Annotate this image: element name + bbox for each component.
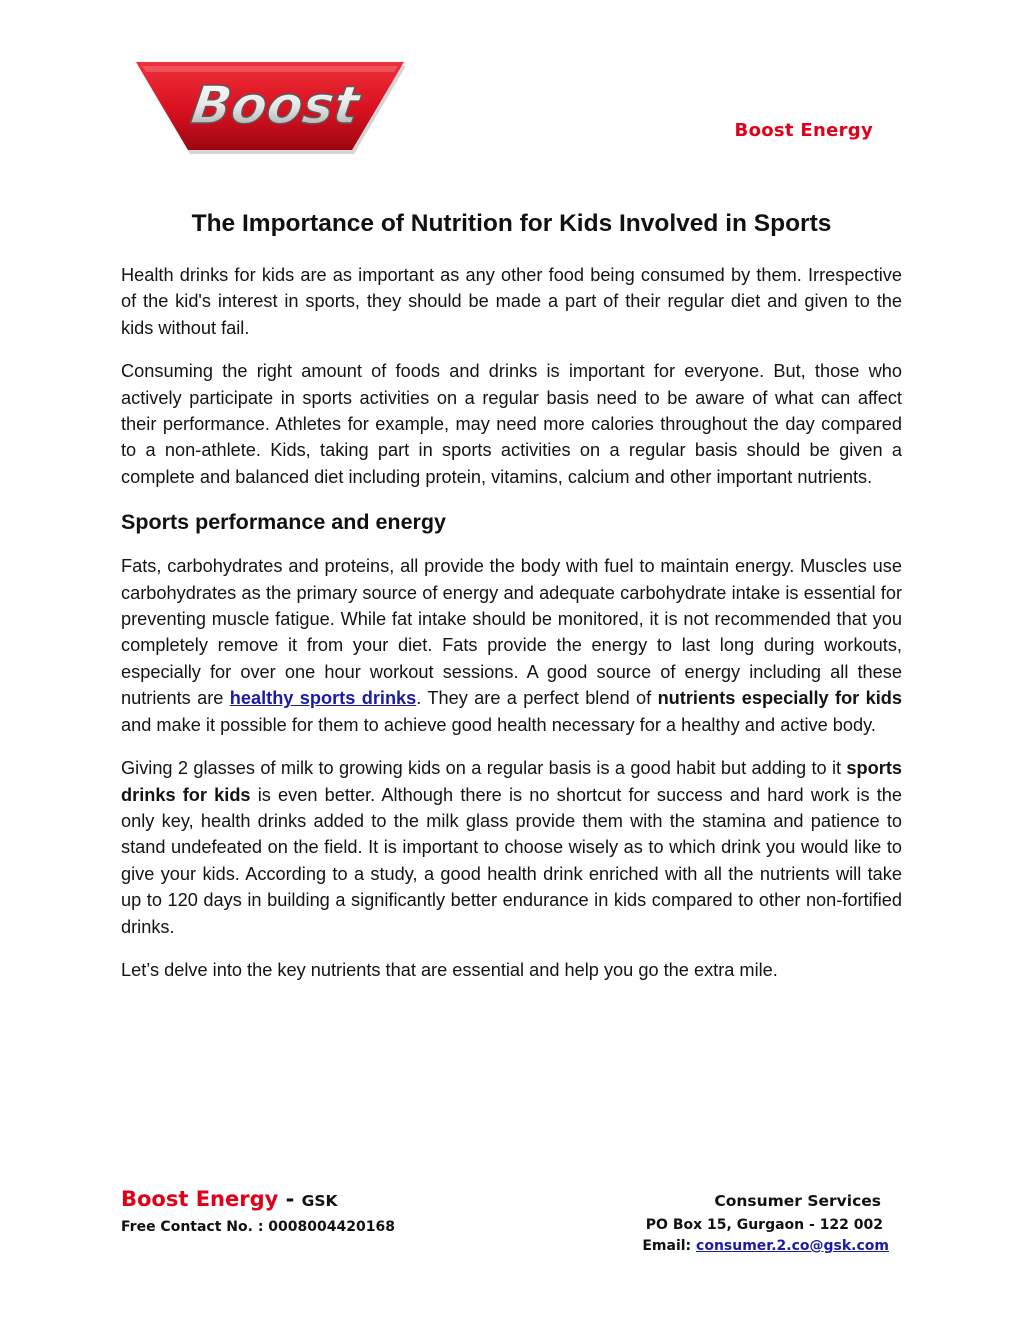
footer-contact-number: Free Contact No. : 0008004420168: [121, 1219, 395, 1235]
closing-paragraph: Let’s delve into the key nutrients that are essential and help you go the extra mile.: [121, 959, 778, 980]
footer-dash: -: [278, 1187, 302, 1211]
energy-text-c: and make it possible for them to achieve good health necessary for a healthy and active body.: [121, 714, 876, 735]
footer-company: GSK: [301, 1192, 338, 1210]
footer-brand: Boost Energy: [121, 1187, 279, 1211]
footer: [121, 1184, 889, 1264]
boost-logo-graphic: [132, 58, 412, 162]
energy-text-a: Fats, carbohydrates and proteins, all provide the body with fuel to maintain energy. Muscles use carbohydrates as the primary source of energy and adequate carbohydrate intake is essential for preventing muscle fatigue. While fat intake should be monitored, it is not recommended that you completely remove it from your diet. Fats provide the energy to last long during workouts, especially for over one hour workout sessions. A good source of energy including all these nutrients are: [121, 556, 902, 709]
intro-paragraph: Health drinks for kids are as important as any other food being consumed by them. Irrespective of the kid's interest in sports, they should be made a part of their regular diet and given to the kids without fail.: [121, 265, 902, 338]
article: [121, 206, 902, 1000]
milk-text-a: Giving 2 glasses of milk to growing kids on a regular basis is a good habit but adding to it: [121, 758, 847, 779]
footer-right: [642, 1189, 889, 1256]
footer-address: PO Box 15, Gurgaon - 122 002: [645, 1217, 883, 1233]
footer-left: [121, 1184, 395, 1238]
energy-paragraph: [121, 553, 902, 738]
section-heading: Sports performance and energy: [121, 510, 446, 535]
nutrients-emphasis: nutrients especially for kids: [657, 688, 903, 709]
importance-paragraph: Consuming the right amount of foods and drinks is important for everyone. But, those who actively participate in sports activities on a regular basis need to be aware of what can affect their performance. Athletes for example, may need more calories throughout the day compared to a non-athlete. Kids, taking part in sports activities on a regular basis should be given a complete and balanced diet including protein, vitamins, calcium and other important nutrients.: [121, 361, 902, 487]
sports-drinks-emphasis: sports drinks for kids: [121, 758, 902, 805]
footer-email-link[interactable]: consumer.2.co@gsk.com: [696, 1238, 889, 1254]
milk-paragraph: [121, 755, 902, 940]
healthy-sports-drinks-link[interactable]: healthy sports drinks: [229, 688, 417, 709]
footer-email-line: [642, 1236, 889, 1256]
footer-services: Consumer Services: [714, 1192, 881, 1210]
milk-text-b: is even better. Although there is no shortcut for success and hard work is the only key, health drinks added to the milk glass provide them with the stamina and patience to stand undefeated on the field. It is important to choose wisely as to which drink you would like to give your kids. According to a study, a good health drink enriched with all the nutrients will take up to 120 days in building a significantly better endurance in kids compared to other non-fortified drinks.: [121, 784, 902, 937]
energy-text-b: . They are a perfect blend of: [416, 688, 658, 709]
footer-email-label: Email:: [642, 1238, 697, 1254]
footer-brand-line: [121, 1184, 395, 1216]
boost-logo: [132, 58, 412, 162]
brand-header: Boost Energy: [734, 120, 873, 141]
page-title: The Importance of Nutrition for Kids Involved in Sports: [191, 210, 832, 237]
logo-text: Boost: [187, 76, 363, 136]
